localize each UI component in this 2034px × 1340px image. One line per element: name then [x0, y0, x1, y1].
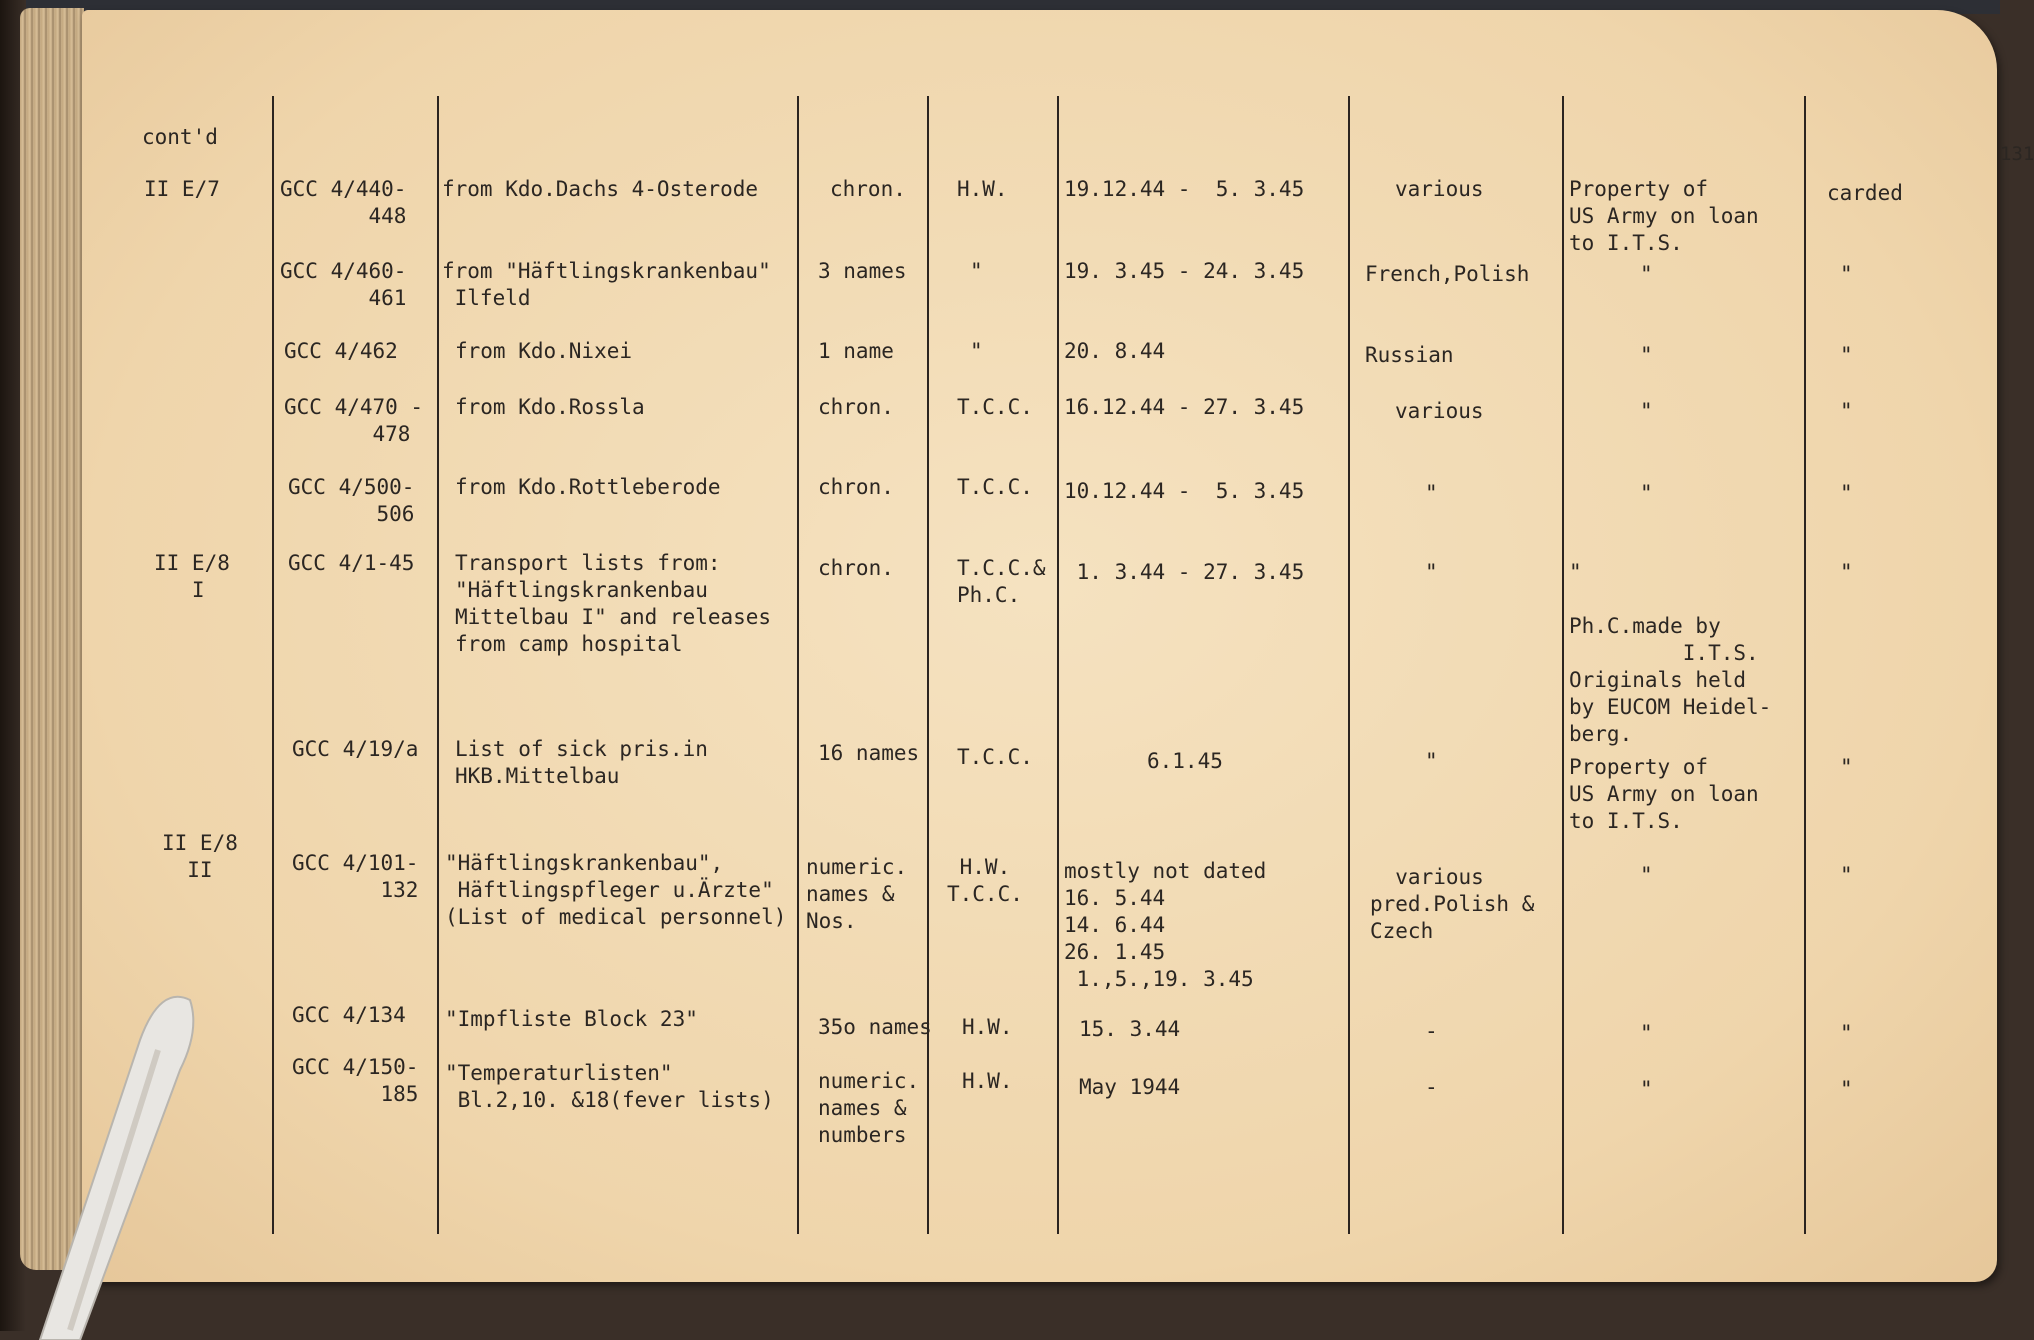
order-cell: 16 names: [818, 741, 920, 765]
reference-cell: GCC 4/470 - 478: [284, 395, 424, 446]
nationality-cell: French,Polish: [1365, 262, 1530, 286]
status-cell: ": [1840, 1077, 1853, 1101]
type-cell: T.C.C.& Ph.C.: [957, 556, 1046, 607]
contd-label: cont'd: [142, 125, 218, 149]
status-cell: ": [1840, 399, 1853, 423]
status-cell: ": [1840, 481, 1853, 505]
reference-cell: GCC 4/19/a: [292, 737, 419, 761]
remarks-cell: ": [1640, 262, 1653, 286]
order-cell: chron.: [818, 395, 894, 419]
remarks-cell: ": [1640, 481, 1653, 505]
reference-cell: GCC 4/101- 132: [292, 851, 419, 902]
reference-cell: GCC 4/440- 448: [280, 177, 407, 228]
remarks-cell: " Ph.C.made by I.T.S. Originals held by EUCOM Heidel- berg.: [1569, 560, 1772, 746]
description-cell: "Häftlingskrankenbau", Häftlingspfleger u.Ärzte" (List of medical personnel): [445, 851, 787, 929]
column-rule: [1562, 96, 1564, 1234]
status-cell: ": [1840, 1021, 1853, 1045]
type-cell: T.C.C.: [957, 395, 1033, 419]
type-cell: H.W. T.C.C.: [947, 855, 1023, 906]
status-cell: ": [1840, 560, 1853, 584]
column-rule: [797, 96, 799, 1234]
dates-cell: 16.12.44 - 27. 3.45: [1064, 395, 1305, 419]
remarks-cell: ": [1640, 343, 1653, 367]
description-cell: from Kdo.Rottleberode: [455, 475, 721, 499]
dates-cell: 15. 3.44: [1079, 1017, 1181, 1041]
order-cell: numeric. names & numbers: [818, 1069, 920, 1147]
nationality-cell: ": [1425, 481, 1438, 505]
order-cell: chron.: [830, 177, 906, 201]
description-cell: List of sick pris.in HKB.Mittelbau: [455, 737, 708, 788]
description-cell: "Impfliste Block 23": [445, 1007, 698, 1031]
pen-pointer: [40, 980, 200, 1340]
remarks-cell: Property of US Army on loan to I.T.S.: [1569, 177, 1759, 255]
order-cell: numeric. names & Nos.: [806, 855, 908, 933]
dates-cell: mostly not dated 16. 5.44 14. 6.44 26. 1.45 1.,5.,19. 3.45: [1064, 859, 1267, 991]
group-code: II E/7: [144, 177, 220, 201]
description-cell: "Temperaturlisten" Bl.2,10. &18(fever lists): [445, 1061, 774, 1112]
order-cell: chron.: [818, 556, 894, 580]
column-rule: [927, 96, 929, 1234]
nationality-cell: various: [1395, 399, 1484, 423]
dates-cell: 20. 8.44: [1064, 339, 1166, 363]
reference-cell: GCC 4/134: [292, 1003, 406, 1027]
column-rule: [1348, 96, 1350, 1234]
order-cell: 3 names: [818, 259, 907, 283]
dates-cell: 10.12.44 - 5. 3.45: [1064, 479, 1305, 503]
type-cell: ": [970, 259, 983, 283]
column-rule: [1057, 96, 1059, 1234]
reference-cell: GCC 4/150- 185: [292, 1055, 419, 1106]
dates-cell: May 1944: [1079, 1075, 1181, 1099]
nationality-cell: -: [1425, 1075, 1438, 1099]
reference-cell: GCC 4/1-45: [288, 551, 415, 575]
description-cell: from Kdo.Dachs 4-Osterode: [442, 177, 759, 201]
order-cell: 35o names: [818, 1015, 932, 1039]
description-cell: from Kdo.Rossla: [455, 395, 645, 419]
nationality-cell: various: [1395, 177, 1484, 201]
status-cell: ": [1840, 863, 1853, 887]
reference-cell: GCC 4/460- 461: [280, 259, 407, 310]
group-code: II E/8 II: [162, 831, 238, 882]
type-cell: ": [970, 339, 983, 363]
type-cell: H.W.: [962, 1069, 1013, 1093]
order-cell: 1 name: [818, 339, 894, 363]
type-cell: T.C.C.: [957, 475, 1033, 499]
type-cell: H.W.: [962, 1015, 1013, 1039]
nationality-cell: Russian: [1365, 343, 1454, 367]
column-rule: [1804, 96, 1806, 1234]
description-cell: from Kdo.Nixei: [455, 339, 633, 363]
nationality-cell: various pred.Polish & Czech: [1370, 865, 1535, 943]
page-number: 131: [2000, 143, 2034, 165]
status-cell: carded: [1827, 181, 1903, 205]
remarks-cell: ": [1640, 1021, 1653, 1045]
dates-cell: 6.1.45: [1147, 749, 1223, 773]
group-code: II E/8 I: [154, 551, 230, 602]
column-rule: [272, 96, 274, 1234]
remarks-cell: ": [1640, 399, 1653, 423]
type-cell: H.W.: [957, 177, 1008, 201]
nationality-cell: ": [1425, 749, 1438, 773]
nationality-cell: -: [1425, 1019, 1438, 1043]
type-cell: T.C.C.: [957, 745, 1033, 769]
remarks-cell: ": [1640, 863, 1653, 887]
remarks-cell: ": [1640, 1077, 1653, 1101]
ledger-page: [82, 10, 2034, 1282]
dates-cell: 1. 3.44 - 27. 3.45: [1064, 560, 1305, 584]
status-cell: ": [1840, 755, 1853, 779]
description-cell: from "Häftlingskrankenbau" Ilfeld: [442, 259, 771, 310]
status-cell: ": [1840, 343, 1853, 367]
reference-cell: GCC 4/500- 506: [288, 475, 415, 526]
remarks-cell: Property of US Army on loan to I.T.S.: [1569, 755, 1759, 833]
dates-cell: 19.12.44 - 5. 3.45: [1064, 177, 1305, 201]
nationality-cell: ": [1425, 560, 1438, 584]
order-cell: chron.: [818, 475, 894, 499]
column-rule: [437, 96, 439, 1234]
dates-cell: 19. 3.45 - 24. 3.45: [1064, 259, 1305, 283]
status-cell: ": [1840, 262, 1853, 286]
description-cell: Transport lists from: "Häftlingskrankenbau Mittelbau I" and releases from camp hospital: [455, 551, 772, 656]
reference-cell: GCC 4/462: [284, 339, 398, 363]
